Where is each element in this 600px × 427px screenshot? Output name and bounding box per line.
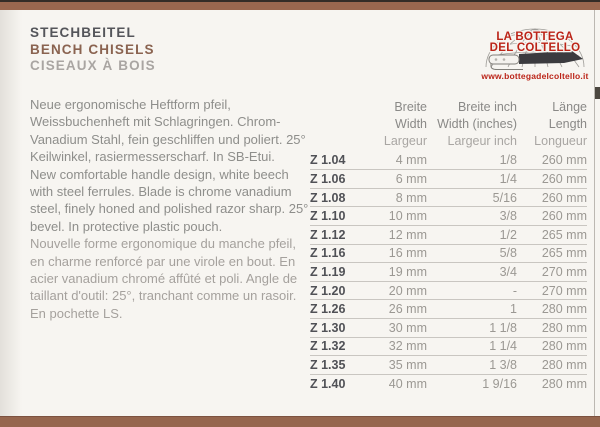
length-mm-value: 280 mm bbox=[541, 377, 587, 392]
width-inch-value: 3/8 bbox=[499, 209, 517, 224]
title-german: STECHBEITEL bbox=[30, 25, 136, 40]
product-description bbox=[30, 96, 320, 322]
length-mm-value: 260 mm bbox=[541, 153, 587, 168]
product-code: Z 1.04 bbox=[310, 153, 346, 168]
description-line: steel, finely honed and polished razor sharp. 25° bbox=[30, 201, 309, 217]
description-line: taillant d'outil: 25°, tranchant comme un rasoir. bbox=[30, 288, 297, 304]
length-mm-value: 280 mm bbox=[541, 320, 587, 335]
table-row bbox=[310, 152, 587, 171]
product-code: Z 1.08 bbox=[310, 190, 346, 205]
brand-logo bbox=[478, 22, 592, 81]
width-inch-value: 1 9/16 bbox=[482, 377, 517, 392]
bottom-brown-stripe bbox=[0, 416, 600, 427]
product-code: Z 1.19 bbox=[310, 264, 346, 279]
table-row bbox=[310, 282, 587, 301]
width-mm-value: 16 mm bbox=[388, 246, 427, 261]
table-row bbox=[310, 189, 587, 208]
width-mm-value: 6 mm bbox=[395, 172, 427, 186]
width-inch-value: 1/8 bbox=[499, 153, 517, 168]
width-mm-value: 10 mm bbox=[388, 209, 427, 224]
table-row bbox=[310, 338, 587, 357]
header-width-inch-column: Breite inch Width (inches) Largeur inch bbox=[437, 100, 517, 149]
logo-name-line1: LA BOTTEGA bbox=[496, 31, 574, 43]
length-mm-value: 260 mm bbox=[541, 172, 587, 186]
width-mm-value: 12 mm bbox=[388, 227, 427, 242]
product-code: Z 1.10 bbox=[310, 209, 346, 224]
width-inch-value: 1 3/8 bbox=[489, 357, 517, 372]
width-mm-value: 26 mm bbox=[388, 302, 427, 317]
width-mm-value: 8 mm bbox=[395, 190, 427, 205]
scan-right-fold-line bbox=[594, 10, 595, 417]
logo-name-line2: DEL COLTELLO bbox=[489, 42, 581, 54]
length-mm-value: 260 mm bbox=[541, 190, 587, 205]
width-inch-value: 1 1/8 bbox=[489, 320, 517, 335]
length-mm-value: 260 mm bbox=[541, 209, 587, 224]
table-row bbox=[310, 170, 587, 189]
width-mm-value: 35 mm bbox=[388, 357, 427, 372]
description-line: Weissbuchenheft mit Schlagringen. Chrom- bbox=[30, 114, 281, 130]
description-line: bevel. In protective plastic pouch. bbox=[30, 218, 223, 234]
length-mm-value: 270 mm bbox=[541, 264, 587, 279]
width-inch-value: 1 bbox=[510, 302, 517, 317]
table-row bbox=[310, 263, 587, 282]
length-mm-value: 280 mm bbox=[541, 339, 587, 354]
description-english bbox=[30, 166, 320, 236]
product-code: Z 1.06 bbox=[310, 172, 346, 186]
length-mm-value: 265 mm bbox=[541, 227, 587, 242]
title-english: BENCH CHISELS bbox=[30, 41, 155, 57]
width-mm-value: 40 mm bbox=[388, 377, 427, 392]
dome-knife-logo-icon bbox=[478, 22, 592, 70]
scan-left-shade bbox=[0, 10, 22, 417]
spec-table bbox=[310, 99, 587, 393]
spec-table-body bbox=[310, 152, 587, 394]
description-line: en charme renforcé par une virole en bout. En bbox=[30, 253, 296, 269]
product-code: Z 1.32 bbox=[310, 339, 346, 354]
product-code: Z 1.35 bbox=[310, 357, 346, 372]
page-title bbox=[30, 25, 156, 75]
table-row bbox=[310, 226, 587, 245]
width-mm-value: 30 mm bbox=[388, 320, 427, 335]
description-german bbox=[30, 96, 320, 166]
width-inch-value: 5/8 bbox=[499, 246, 517, 261]
product-code: Z 1.20 bbox=[310, 283, 346, 298]
header-width-column: Breite Width Largeur bbox=[383, 100, 427, 149]
title-french: CISEAUX À BOIS bbox=[30, 58, 156, 73]
width-mm-value: 20 mm bbox=[388, 283, 427, 298]
description-line: acier vanadium chromé affûté et poli. Angle de bbox=[30, 271, 298, 287]
length-mm-value: 265 mm bbox=[541, 246, 587, 261]
description-line: En pochette LS. bbox=[30, 305, 123, 321]
length-mm-value: 270 mm bbox=[541, 283, 587, 298]
description-line: Nouvelle forme ergonomique du manche pfeil, bbox=[30, 236, 296, 252]
table-row bbox=[310, 245, 587, 264]
scan-edge-mark bbox=[595, 87, 600, 99]
product-code: Z 1.40 bbox=[310, 377, 346, 392]
width-inch-value: 1 1/4 bbox=[489, 339, 517, 354]
width-inch-value: 1/4 bbox=[499, 172, 517, 186]
table-row bbox=[310, 356, 587, 375]
header-length-column: Länge Length Longueur bbox=[534, 100, 587, 149]
spec-table-header bbox=[310, 99, 587, 151]
top-brown-stripe bbox=[0, 2, 600, 10]
table-row bbox=[310, 319, 587, 338]
description-line: with steel ferrules. Blade is chrome vanadium bbox=[30, 184, 292, 200]
logo-website-url: www.bottegadelcoltello.it bbox=[481, 71, 589, 81]
product-code: Z 1.26 bbox=[310, 302, 346, 317]
table-row bbox=[310, 375, 587, 394]
width-inch-value: 5/16 bbox=[492, 190, 517, 205]
length-mm-value: 280 mm bbox=[541, 357, 587, 372]
product-code: Z 1.16 bbox=[310, 246, 346, 261]
description-line: New comfortable handle design, white beech bbox=[30, 166, 289, 182]
description-line: Keilwinkel, rasiermesserscharf. In SB-Etui. bbox=[30, 149, 275, 165]
width-mm-value: 32 mm bbox=[388, 339, 427, 354]
header-code-column bbox=[310, 99, 378, 151]
width-inch-value: - bbox=[512, 283, 517, 298]
product-code: Z 1.12 bbox=[310, 227, 346, 242]
description-line: Neue ergonomische Heftform pfeil, bbox=[30, 97, 231, 112]
product-code: Z 1.30 bbox=[310, 320, 346, 335]
table-row bbox=[310, 300, 587, 319]
width-inch-value: 1/2 bbox=[499, 227, 517, 242]
length-mm-value: 280 mm bbox=[541, 302, 587, 317]
description-french bbox=[30, 235, 320, 322]
description-line: Vanadium Stahl, fein geschliffen und poliert. 25° bbox=[30, 131, 306, 147]
table-row bbox=[310, 207, 587, 226]
width-mm-value: 4 mm bbox=[395, 153, 427, 168]
width-inch-value: 3/4 bbox=[499, 264, 517, 279]
width-mm-value: 19 mm bbox=[388, 264, 427, 279]
